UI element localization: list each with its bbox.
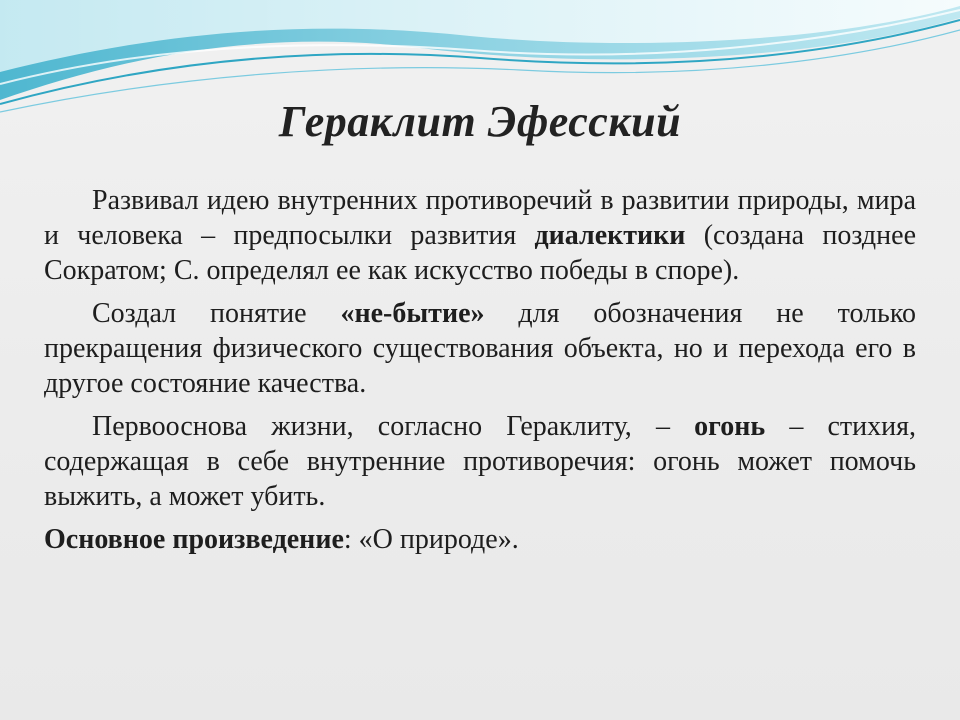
text-run: : «О природе».: [343, 524, 519, 555]
text-run: (создана позднее Сократом; С. определял ее как искусство победы в споре).: [44, 220, 916, 286]
slide-title: Гераклит Эфесский: [278, 97, 682, 146]
text-run: Создал понятие: [92, 298, 341, 329]
text-run: Первооснова жизни, согласно Гераклиту, –: [92, 411, 695, 442]
text-run: – стихия, содержащая в себе внутренние противоречия: огонь может помочь выжить, а может убить.: [44, 411, 917, 512]
paragraph-1: [44, 183, 916, 288]
paragraph-4: [44, 522, 916, 557]
text-run: Развивал идею внутренних противоречий в развитии природы, мира и человека – предпосылки развития: [44, 185, 916, 251]
bold-term-dialectics: диалектики: [534, 220, 686, 251]
paragraph-2: [44, 296, 916, 401]
bold-term-fire: огонь: [694, 411, 766, 442]
bold-term-main-work: Основное произведение: [44, 524, 344, 555]
paragraph-3: [44, 409, 916, 514]
bold-term-non-being: «не-бытие»: [340, 298, 485, 329]
slide-body: [44, 183, 916, 565]
text-run: для обозначения не только прекращения физического существования объекта, но и перехода его в другое состояние качества.: [44, 298, 917, 399]
